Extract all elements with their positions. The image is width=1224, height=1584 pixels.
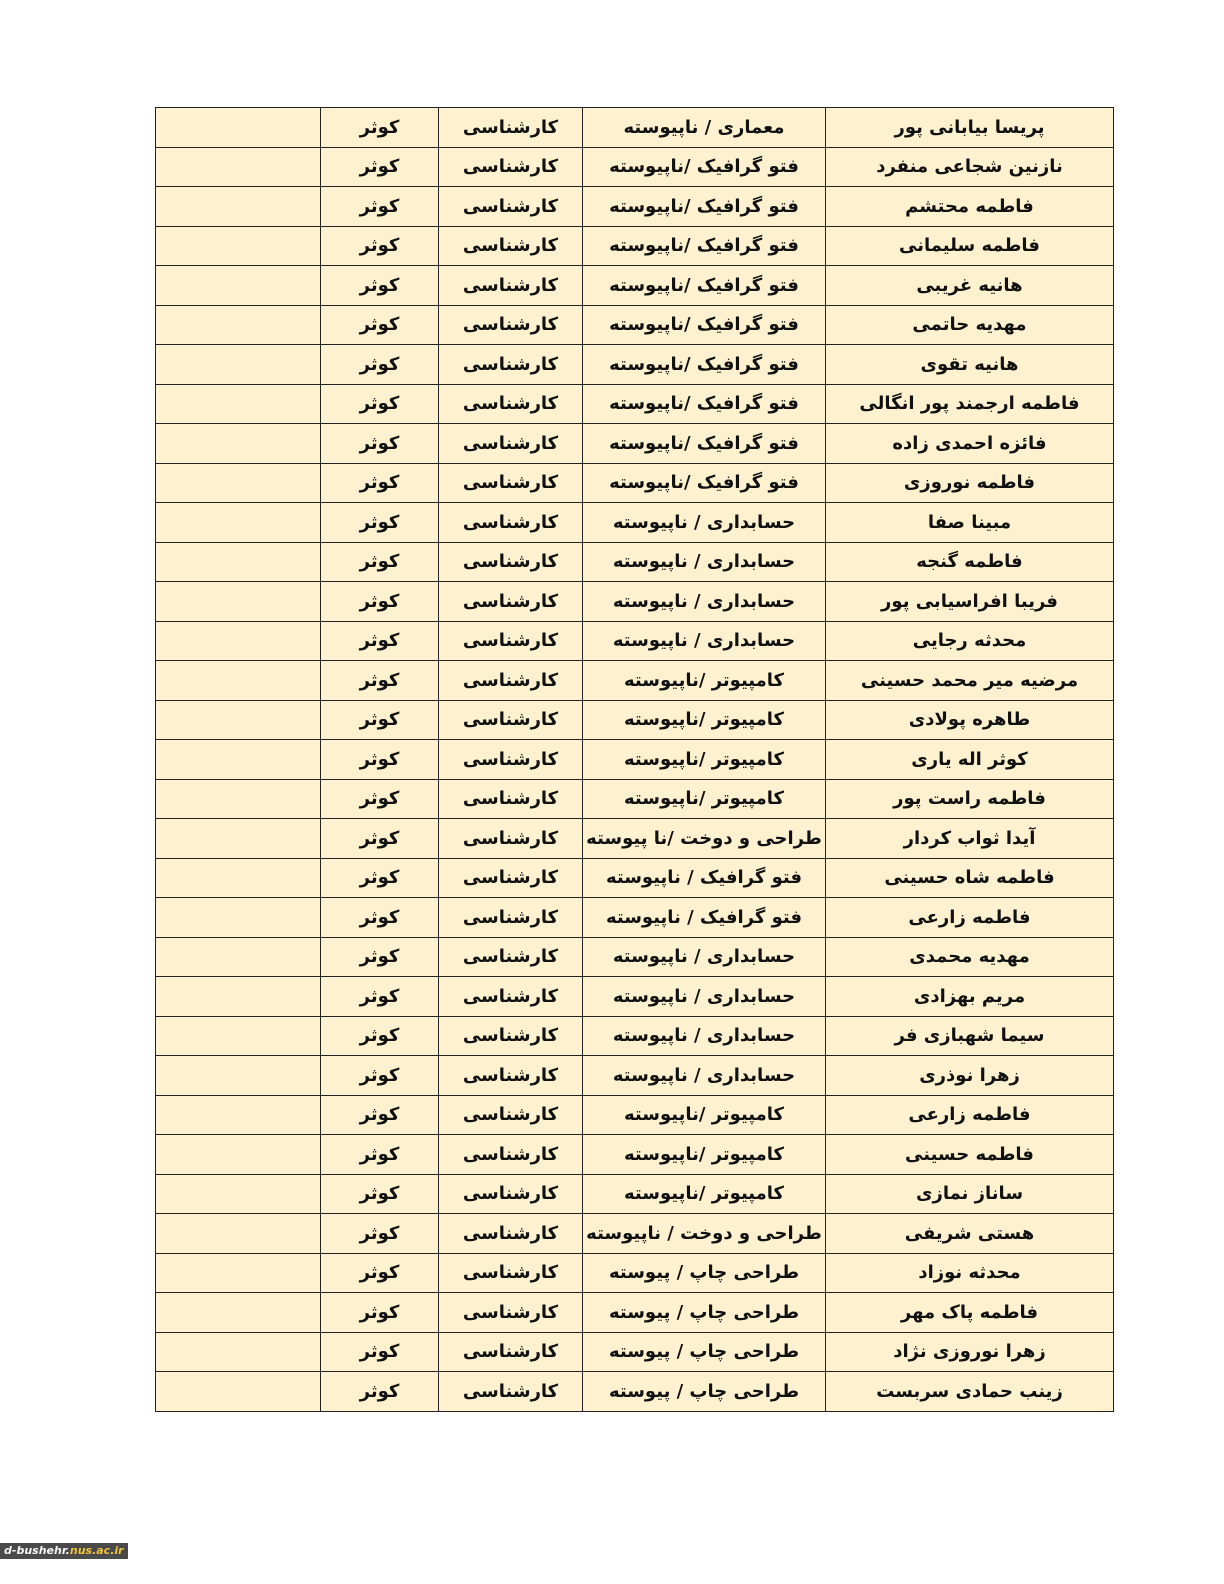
- major-cell: فتو گرافیک /ناپیوسته: [583, 226, 826, 266]
- campus-cell: کوثر: [321, 503, 439, 543]
- student-name-cell: فاطمه حسینی: [826, 1135, 1114, 1175]
- table-row: [156, 1056, 1114, 1096]
- major-cell: کامپیوتر /ناپیوسته: [583, 740, 826, 780]
- campus-cell: کوثر: [321, 108, 439, 148]
- major-cell: فتو گرافیک / ناپیوسته: [583, 898, 826, 938]
- degree-cell: کارشناسی: [439, 700, 583, 740]
- major-cell: طراحی و دوخت / ناپیوسته: [583, 1214, 826, 1254]
- major-cell: کامپیوتر /ناپیوسته: [583, 1174, 826, 1214]
- degree-cell: کارشناسی: [439, 266, 583, 306]
- student-list-body: [156, 108, 1114, 1412]
- major-cell: کامپیوتر /ناپیوسته: [583, 779, 826, 819]
- student-name-cell: مریم بهزادی: [826, 977, 1114, 1017]
- student-name-cell: فریبا افراسیابی پور: [826, 582, 1114, 622]
- empty-cell: [156, 1253, 321, 1293]
- degree-cell: کارشناسی: [439, 305, 583, 345]
- watermark-domain: nus.ac.ir: [69, 1544, 124, 1557]
- empty-cell: [156, 858, 321, 898]
- campus-cell: کوثر: [321, 463, 439, 503]
- major-cell: فتو گرافیک /ناپیوسته: [583, 147, 826, 187]
- table-row: [156, 345, 1114, 385]
- campus-cell: کوثر: [321, 1372, 439, 1412]
- student-name-cell: آیدا ثواب کردار: [826, 819, 1114, 859]
- student-name-cell: فاطمه گنجه: [826, 542, 1114, 582]
- empty-cell: [156, 661, 321, 701]
- major-cell: کامپیوتر /ناپیوسته: [583, 1095, 826, 1135]
- campus-cell: کوثر: [321, 1095, 439, 1135]
- empty-cell: [156, 1293, 321, 1333]
- campus-cell: کوثر: [321, 1332, 439, 1372]
- empty-cell: [156, 503, 321, 543]
- empty-cell: [156, 977, 321, 1017]
- campus-cell: کوثر: [321, 187, 439, 227]
- campus-cell: کوثر: [321, 147, 439, 187]
- site-watermark: [0, 1543, 128, 1559]
- campus-cell: کوثر: [321, 1016, 439, 1056]
- table-row: [156, 424, 1114, 464]
- table-row: [156, 384, 1114, 424]
- degree-cell: کارشناسی: [439, 542, 583, 582]
- major-cell: حسابداری / ناپیوسته: [583, 1056, 826, 1096]
- degree-cell: کارشناسی: [439, 1253, 583, 1293]
- campus-cell: کوثر: [321, 937, 439, 977]
- empty-cell: [156, 700, 321, 740]
- degree-cell: کارشناسی: [439, 226, 583, 266]
- campus-cell: کوثر: [321, 1135, 439, 1175]
- major-cell: کامپیوتر /ناپیوسته: [583, 661, 826, 701]
- major-cell: فتو گرافیک /ناپیوسته: [583, 345, 826, 385]
- degree-cell: کارشناسی: [439, 1332, 583, 1372]
- student-name-cell: فاطمه ارجمند پور انگالی: [826, 384, 1114, 424]
- degree-cell: کارشناسی: [439, 661, 583, 701]
- student-name-cell: فاطمه پاک مهر: [826, 1293, 1114, 1333]
- campus-cell: کوثر: [321, 266, 439, 306]
- major-cell: کامپیوتر /ناپیوسته: [583, 700, 826, 740]
- empty-cell: [156, 108, 321, 148]
- table-row: [156, 1214, 1114, 1254]
- campus-cell: کوثر: [321, 740, 439, 780]
- watermark-prefix: d-bushehr.: [4, 1544, 70, 1557]
- major-cell: طراحی چاپ / پیوسته: [583, 1372, 826, 1412]
- table-row: [156, 898, 1114, 938]
- student-name-cell: کوثر اله یاری: [826, 740, 1114, 780]
- campus-cell: کوثر: [321, 661, 439, 701]
- table-row: [156, 1253, 1114, 1293]
- campus-cell: کوثر: [321, 345, 439, 385]
- table-row: [156, 1332, 1114, 1372]
- campus-cell: کوثر: [321, 898, 439, 938]
- empty-cell: [156, 463, 321, 503]
- campus-cell: کوثر: [321, 621, 439, 661]
- empty-cell: [156, 1056, 321, 1096]
- student-name-cell: هستی شریفی: [826, 1214, 1114, 1254]
- table-row: [156, 1095, 1114, 1135]
- campus-cell: کوثر: [321, 1056, 439, 1096]
- empty-cell: [156, 937, 321, 977]
- table-row: [156, 187, 1114, 227]
- student-name-cell: نازنین شجاعی منفرد: [826, 147, 1114, 187]
- table-row: [156, 740, 1114, 780]
- degree-cell: کارشناسی: [439, 345, 583, 385]
- student-name-cell: ساناز نمازی: [826, 1174, 1114, 1214]
- campus-cell: کوثر: [321, 305, 439, 345]
- major-cell: فتو گرافیک /ناپیوسته: [583, 266, 826, 306]
- campus-cell: کوثر: [321, 542, 439, 582]
- table-row: [156, 1016, 1114, 1056]
- degree-cell: کارشناسی: [439, 463, 583, 503]
- degree-cell: کارشناسی: [439, 1174, 583, 1214]
- empty-cell: [156, 424, 321, 464]
- empty-cell: [156, 305, 321, 345]
- empty-cell: [156, 187, 321, 227]
- empty-cell: [156, 266, 321, 306]
- campus-cell: کوثر: [321, 226, 439, 266]
- table-row: [156, 779, 1114, 819]
- student-name-cell: مهدیه حاتمی: [826, 305, 1114, 345]
- major-cell: کامپیوتر /ناپیوسته: [583, 1135, 826, 1175]
- degree-cell: کارشناسی: [439, 1214, 583, 1254]
- major-cell: حسابداری / ناپیوسته: [583, 1016, 826, 1056]
- degree-cell: کارشناسی: [439, 898, 583, 938]
- empty-cell: [156, 226, 321, 266]
- major-cell: حسابداری / ناپیوسته: [583, 582, 826, 622]
- degree-cell: کارشناسی: [439, 108, 583, 148]
- empty-cell: [156, 582, 321, 622]
- campus-cell: کوثر: [321, 1214, 439, 1254]
- campus-cell: کوثر: [321, 1174, 439, 1214]
- major-cell: حسابداری / ناپیوسته: [583, 937, 826, 977]
- campus-cell: کوثر: [321, 819, 439, 859]
- major-cell: حسابداری / ناپیوسته: [583, 542, 826, 582]
- campus-cell: کوثر: [321, 779, 439, 819]
- degree-cell: کارشناسی: [439, 1135, 583, 1175]
- major-cell: فتو گرافیک /ناپیوسته: [583, 424, 826, 464]
- major-cell: حسابداری / ناپیوسته: [583, 503, 826, 543]
- major-cell: طراحی چاپ / پیوسته: [583, 1293, 826, 1333]
- table-row: [156, 542, 1114, 582]
- table-row: [156, 147, 1114, 187]
- empty-cell: [156, 1016, 321, 1056]
- major-cell: حسابداری / ناپیوسته: [583, 977, 826, 1017]
- major-cell: طراحی چاپ / پیوسته: [583, 1332, 826, 1372]
- table-row: [156, 266, 1114, 306]
- table-row: [156, 503, 1114, 543]
- degree-cell: کارشناسی: [439, 858, 583, 898]
- major-cell: فتو گرافیک / ناپیوسته: [583, 858, 826, 898]
- empty-cell: [156, 1095, 321, 1135]
- campus-cell: کوثر: [321, 424, 439, 464]
- table-row: [156, 108, 1114, 148]
- student-name-cell: فائزه احمدی زاده: [826, 424, 1114, 464]
- empty-cell: [156, 1174, 321, 1214]
- student-name-cell: محدثه رجایی: [826, 621, 1114, 661]
- empty-cell: [156, 621, 321, 661]
- student-name-cell: فاطمه محتشم: [826, 187, 1114, 227]
- campus-cell: کوثر: [321, 700, 439, 740]
- degree-cell: کارشناسی: [439, 779, 583, 819]
- degree-cell: کارشناسی: [439, 819, 583, 859]
- empty-cell: [156, 1214, 321, 1254]
- major-cell: طراحی و دوخت /نا پیوسته: [583, 819, 826, 859]
- campus-cell: کوثر: [321, 1293, 439, 1333]
- degree-cell: کارشناسی: [439, 937, 583, 977]
- campus-cell: کوثر: [321, 858, 439, 898]
- major-cell: طراحی چاپ / پیوسته: [583, 1253, 826, 1293]
- major-cell: معماری / ناپیوسته: [583, 108, 826, 148]
- student-name-cell: فاطمه سلیمانی: [826, 226, 1114, 266]
- empty-cell: [156, 740, 321, 780]
- student-name-cell: فاطمه شاه حسینی: [826, 858, 1114, 898]
- empty-cell: [156, 384, 321, 424]
- table-row: [156, 977, 1114, 1017]
- student-name-cell: مبینا صفا: [826, 503, 1114, 543]
- table-row: [156, 582, 1114, 622]
- campus-cell: کوثر: [321, 582, 439, 622]
- student-name-cell: پریسا بیابانی پور: [826, 108, 1114, 148]
- empty-cell: [156, 147, 321, 187]
- empty-cell: [156, 345, 321, 385]
- degree-cell: کارشناسی: [439, 740, 583, 780]
- empty-cell: [156, 1332, 321, 1372]
- degree-cell: کارشناسی: [439, 187, 583, 227]
- table-row: [156, 1174, 1114, 1214]
- student-name-cell: مهدیه محمدی: [826, 937, 1114, 977]
- table-row: [156, 226, 1114, 266]
- degree-cell: کارشناسی: [439, 621, 583, 661]
- student-name-cell: فاطمه زارعی: [826, 898, 1114, 938]
- student-name-cell: سیما شهبازی فر: [826, 1016, 1114, 1056]
- student-name-cell: زهرا نوروزی نژاد: [826, 1332, 1114, 1372]
- table-row: [156, 700, 1114, 740]
- student-list-table: [155, 107, 1114, 1412]
- empty-cell: [156, 779, 321, 819]
- student-name-cell: محدثه نوزاد: [826, 1253, 1114, 1293]
- degree-cell: کارشناسی: [439, 582, 583, 622]
- empty-cell: [156, 1372, 321, 1412]
- student-name-cell: مرضیه میر محمد حسینی: [826, 661, 1114, 701]
- table-row: [156, 621, 1114, 661]
- major-cell: فتو گرافیک /ناپیوسته: [583, 305, 826, 345]
- degree-cell: کارشناسی: [439, 1016, 583, 1056]
- campus-cell: کوثر: [321, 977, 439, 1017]
- campus-cell: کوثر: [321, 1253, 439, 1293]
- degree-cell: کارشناسی: [439, 1293, 583, 1333]
- empty-cell: [156, 1135, 321, 1175]
- degree-cell: کارشناسی: [439, 1372, 583, 1412]
- degree-cell: کارشناسی: [439, 384, 583, 424]
- major-cell: حسابداری / ناپیوسته: [583, 621, 826, 661]
- table-row: [156, 819, 1114, 859]
- student-name-cell: زینب حمادی سربست: [826, 1372, 1114, 1412]
- table-row: [156, 661, 1114, 701]
- student-name-cell: هانیه تقوی: [826, 345, 1114, 385]
- student-name-cell: زهرا نوذری: [826, 1056, 1114, 1096]
- empty-cell: [156, 542, 321, 582]
- major-cell: فتو گرافیک /ناپیوسته: [583, 463, 826, 503]
- major-cell: فتو گرافیک /ناپیوسته: [583, 187, 826, 227]
- empty-cell: [156, 819, 321, 859]
- table-row: [156, 305, 1114, 345]
- student-name-cell: فاطمه نوروزی: [826, 463, 1114, 503]
- degree-cell: کارشناسی: [439, 147, 583, 187]
- table-row: [156, 1135, 1114, 1175]
- empty-cell: [156, 898, 321, 938]
- degree-cell: کارشناسی: [439, 424, 583, 464]
- degree-cell: کارشناسی: [439, 1095, 583, 1135]
- table-row: [156, 937, 1114, 977]
- table-row: [156, 858, 1114, 898]
- major-cell: فتو گرافیک /ناپیوسته: [583, 384, 826, 424]
- table-row: [156, 1293, 1114, 1333]
- student-name-cell: فاطمه زارعی: [826, 1095, 1114, 1135]
- student-name-cell: فاطمه راست پور: [826, 779, 1114, 819]
- degree-cell: کارشناسی: [439, 1056, 583, 1096]
- student-name-cell: هانیه غریبی: [826, 266, 1114, 306]
- degree-cell: کارشناسی: [439, 977, 583, 1017]
- degree-cell: کارشناسی: [439, 503, 583, 543]
- campus-cell: کوثر: [321, 384, 439, 424]
- table-row: [156, 463, 1114, 503]
- table-row: [156, 1372, 1114, 1412]
- student-name-cell: طاهره پولادی: [826, 700, 1114, 740]
